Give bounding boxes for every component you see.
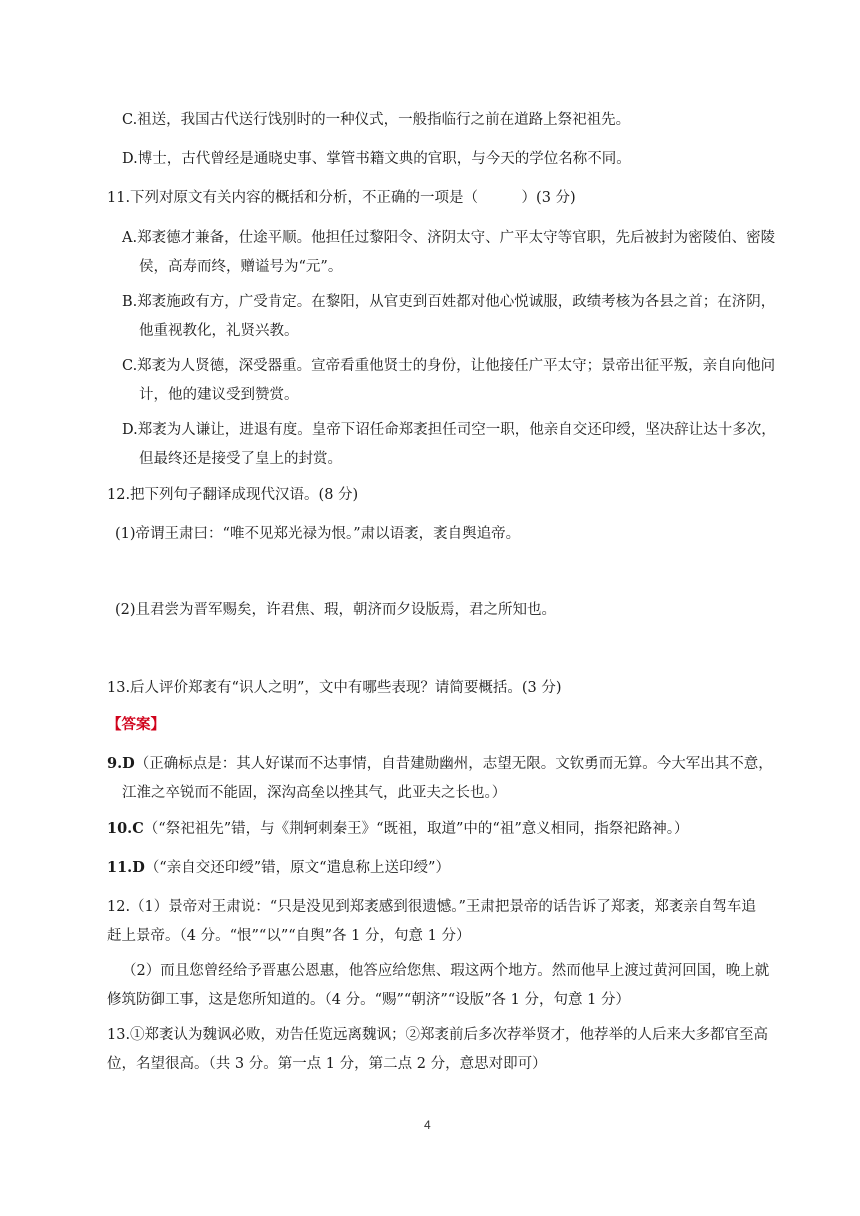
q11-option-c-line2: 计，他的建议受到赞赏。 bbox=[139, 387, 299, 403]
q12-sentence-2: (2)且君尝为晋军赐矣，许君焦、瑕，朝济而夕设版焉，君之所知也。 bbox=[115, 602, 557, 618]
q11-option-a-line1: A.郑袤德才兼备，仕途平顺。他担任过黎阳令、济阴太守、广平太守等官职，先后被封为密陵伯、密陵 bbox=[122, 230, 776, 246]
q13-stem: 13.后人评价郑袤有“识人之明”，文中有哪些表现？请简要概括。(3 分) bbox=[107, 680, 562, 696]
q10-option-c: C.祖送，我国古代送行饯别时的一种仪式，一般指临行之前在道路上祭祀祖先。 bbox=[122, 112, 631, 128]
answer-13-line1: 13.①郑袤认为魏讽必败，劝告任览远离魏讽；②郑袤前后多次荐举贤才，他荐举的人后来大多都官至高 bbox=[107, 1027, 769, 1043]
answer-12-2-line1: （2）而且您曾经给予晋惠公恩惠，他答应给您焦、瑕这两个地方。然而他早上渡过黄河回国，晚上就 bbox=[122, 963, 770, 979]
answer-9-line1 bbox=[107, 751, 773, 777]
q11-option-d-line1: D.郑袤为人谦让，进退有度。皇帝下诏任命郑袤担任司空一职，他亲自交还印绶，坚决辞让达十多次， bbox=[122, 422, 776, 438]
q11-stem: 11.下列对原文有关内容的概括和分析，不正确的一项是（ ）(3 分) bbox=[107, 190, 576, 206]
answer-12-2-line2: 修筑防御工事，这是您所知道的。（4 分。“赐”“朝济”“设版”各 1 分，句意 1 分） bbox=[107, 992, 630, 1008]
q11-option-b-line2: 他重视教化，礼贤兴教。 bbox=[139, 323, 299, 339]
q12-sentence-1: (1)帝谓王肃曰：“唯不见郑光禄为恨。”肃以语袤，袤自舆追帝。 bbox=[115, 526, 521, 542]
q11-option-d-line2: 但最终还是接受了皇上的封赏。 bbox=[139, 451, 342, 467]
answer-10-number: 10.C bbox=[107, 820, 144, 837]
answer-10-text: （“祭祀祖先”错，与《荆轲刺秦王》“既祖，取道”中的“祖”意义相同，指祭祀路神。） bbox=[143, 821, 689, 837]
answer-heading: 【答案】 bbox=[107, 716, 165, 733]
answer-11-text: （“亲自交还印绶”错，原文“遣息称上送印绶”） bbox=[144, 860, 450, 876]
answer-12-1-line1: 12.（1）景帝对王肃说：“只是没见到郑袤感到很遗憾。”王肃把景帝的话告诉了郑袤，郑袤亲自驾车追 bbox=[107, 899, 756, 915]
answer-12-1-line2: 赶上景帝。（4 分。“恨”“以”“自舆”各 1 分，句意 1 分） bbox=[107, 928, 471, 944]
q11-option-c-line1: C.郑袤为人贤德，深受器重。宣帝看重他贤士的身份，让他接任广平太守；景帝出征平叛，亲自向他问 bbox=[122, 358, 776, 374]
answer-9-line2: 江淮之卒锐而不能固，深沟高垒以挫其气，此亚夫之长也。） bbox=[122, 785, 507, 801]
answer-9-number: 9.D bbox=[107, 755, 135, 772]
answer-11-number: 11.D bbox=[107, 859, 145, 876]
q12-stem: 12.把下列句子翻译成现代汉语。(8 分) bbox=[107, 487, 359, 503]
answer-10 bbox=[107, 816, 689, 842]
q11-option-b-line1: B.郑袤施政有方，广受肯定。在黎阳，从官吏到百姓都对他心悦诚服，政绩考核为各县之首；在济阴， bbox=[122, 294, 776, 310]
answer-11 bbox=[107, 855, 450, 881]
answer-9-text: （正确标点是：其人好谋而不达事情，自昔建勋幽州，志望无限。文钦勇而无算。今大军出其不意， bbox=[134, 756, 773, 772]
page-number: 4 bbox=[424, 1118, 431, 1132]
answer-13-line2: 位，名望很高。（共 3 分。第一点 1 分，第二点 2 分，意思对即可） bbox=[107, 1056, 547, 1072]
q10-option-d: D.博士，古代曾经是通晓史事、掌管书籍文典的官职，与今天的学位名称不同。 bbox=[122, 151, 631, 167]
q11-option-a-line2: 侯，高寿而终，赠谥号为“元”。 bbox=[139, 259, 343, 275]
